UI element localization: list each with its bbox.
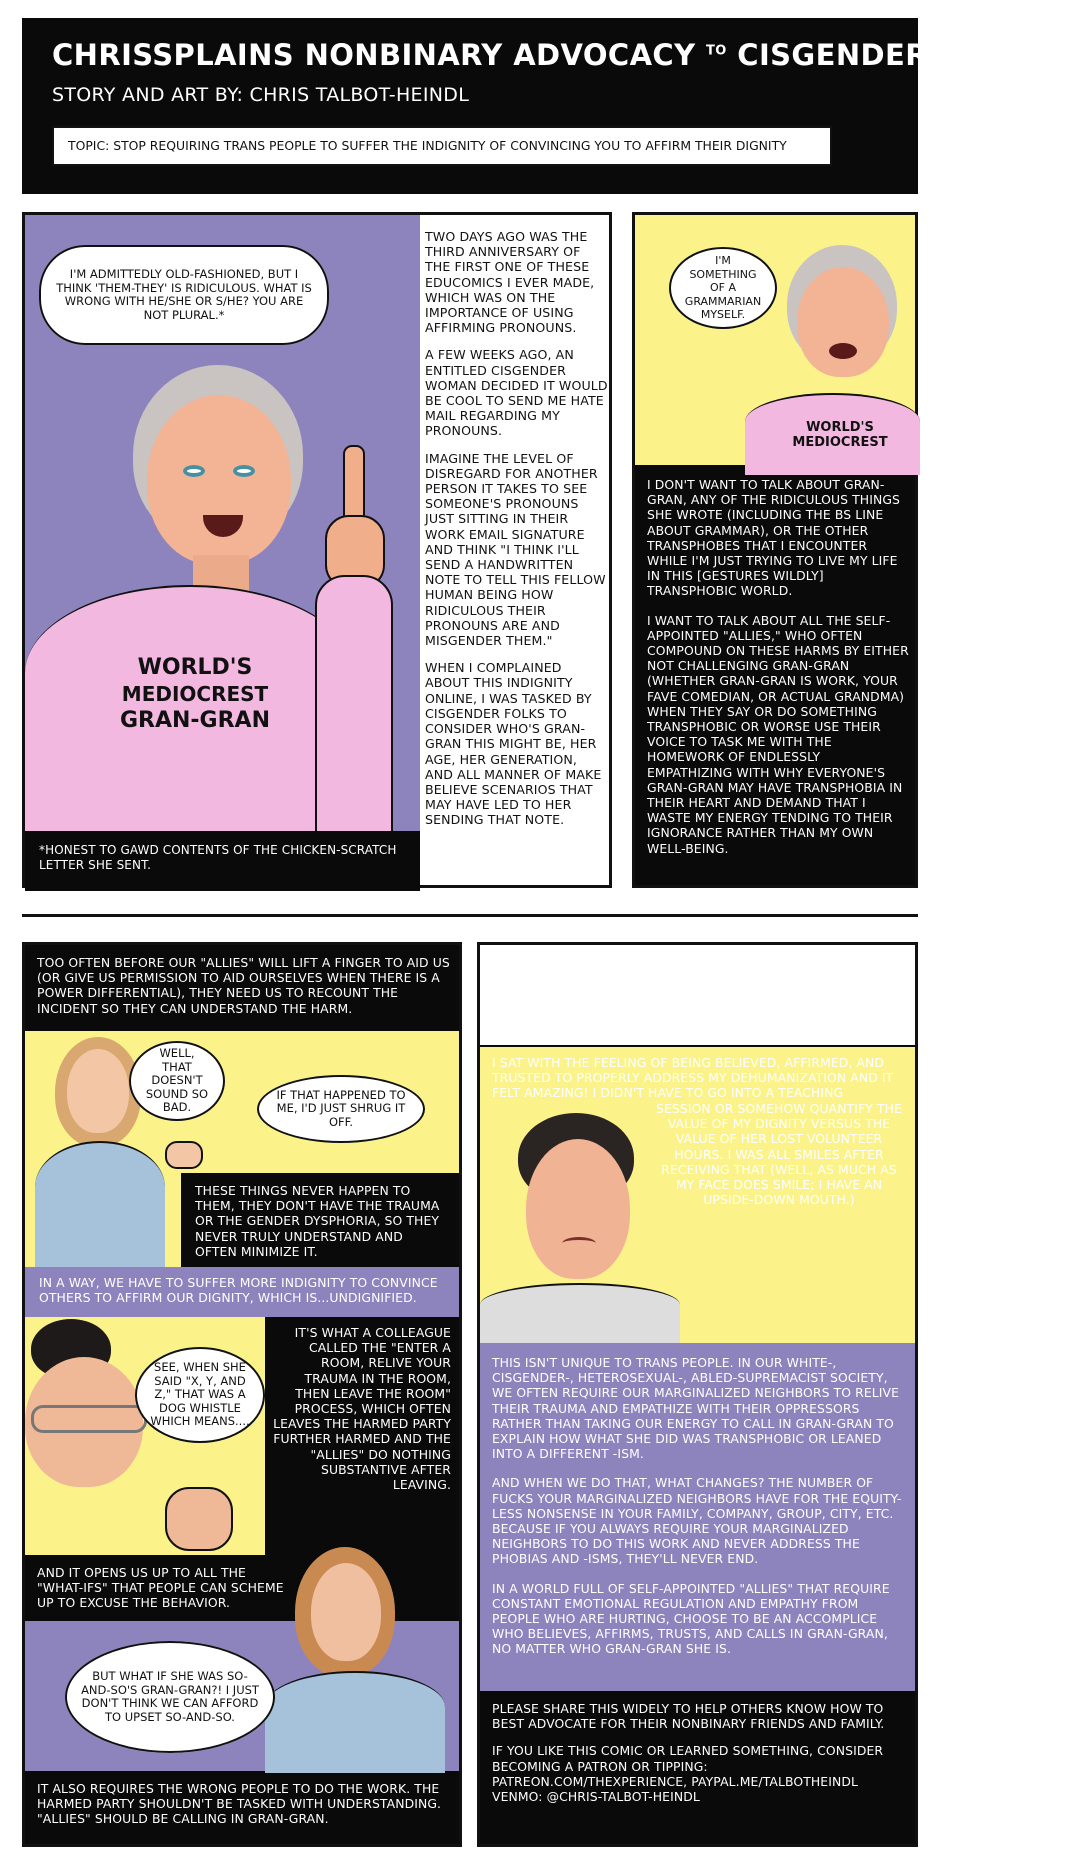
scene-reliving-trauma <box>25 1317 265 1555</box>
topic-box <box>52 126 832 166</box>
gran2-face <box>797 267 889 377</box>
panel-accomplices <box>477 942 918 1847</box>
chris-mouth <box>562 1237 596 1250</box>
person2-hand <box>165 1487 233 1551</box>
footnote-text: *HONEST TO GAWD CONTENTS OF THE CHICKEN-SCRATCH LETTER SHE SENT. <box>39 843 397 873</box>
panel4-message: THIS ISN'T UNIQUE TO TRANS PEOPLE. IN OUR WHITE-, CISGENDER-, HETEROSEXUAL-, ABLED-SUPREMACIST SOCIETY, WE OFTEN REQUIRE OUR MARGINALIZED NEIGHBORS TO RELIVE THEIR TRAUMA AND EMPATHIZE WITH THEIR OPPRESSORS RATHER THAN TAKING OUR ENERGY TO CALL IN GRAN-GRAN TO EXPLAIN HOW WHAT SHE DID WAS TRANSPHOBIC OR LEANED INTO A DIFFERENT -ISM. AND WHEN WE DO THAT, WHAT CHANGES? THE NUMBER OF FUCKS YOUR MARGINALIZED NEIGHBORS HAVE FOR THE EQUITY-LESS NONSENSE IN YOUR FAMILY, COMPANY, GROUP, CITY, ETC. BECAUSE IF YOU ALWAYS REQUIRE YOUR MARGINALIZED NEIGHBORS TO DO THIS WORK AND NEVER ADDRESS THE PHOBIAS AND -ISMS, THEY'LL NEVER END. IN A WORLD FULL OF SELF-APPOINTED "ALLIES" THAT REQUIRE CONSTANT EMOTIONAL REGULATION AND EMPATHY FROM PEOPLE WHO ARE HURTING, CHOOSE TO BE AN ACCOMPLICE WHO BELIEVES, AFFIRMS, TRUSTS, AND CALLS IN GRAN-GRAN, NO MATTER WHO GRAN-GRAN SHE IS. <box>480 1343 915 1691</box>
woman1-hand <box>165 1141 203 1169</box>
gran-eye-left <box>183 465 205 477</box>
speech-bubble-dog-whistle: SEE, WHEN SHE SAID "X, Y, AND Z," THAT WAS A DOG WHISTLE WHICH MEANS.... <box>135 1347 265 1443</box>
caption-enter-a-room: IT'S WHAT A COLLEAGUE CALLED THE "ENTER A ROOM, RELIVE YOUR TRAUMA IN THE ROOM, THEN LEAVE THE ROOM" PROCESS, WHICH OFTEN LEAVES THE HARMED PARTY FURTHER HARMED AND THE "ALLIES" DO NOTHING SUBSTANTIVE AFTER LEAVING. <box>273 1325 451 1493</box>
panel3-outro: IT ALSO REQUIRES THE WRONG PEOPLE TO DO THE WORK. THE HARMED PARTY SHOULDN'T BE TASKED WITH UNDERSTANDING. "ALLIES" SHOULD BE CALLING IN GRAN-GRAN. <box>37 1781 442 1827</box>
patreon-paypal-link[interactable]: PATREON.COM/THEXPERIENCE, PAYPAL.ME/TALBOTHEINDL <box>492 1773 859 1789</box>
gran2-shirt-text: WORLD'S MEDIOCREST <box>792 420 888 450</box>
affirmed-text-rest: SESSION OR SOMEHOW QUANTIFY THE VALUE OF MY DIGNITY VERSUS THE VALUE OF HER LOST VOLUNTEER HOURS. I WAS ALL SMILES AFTER RECEIVING THAT (WELL, AS MUCH AS MY FACE DOES SMILE; I HAVE AN UPSIDE-DOWN MOUTH.) <box>656 1101 902 1208</box>
panel2-para1: I DON'T WANT TO TALK ABOUT GRAN-GRAN, ANY OF THE RIDICULOUS THINGS SHE WROTE (INCLUDING THE BS LINE ABOUT GRAMMAR), OR THE OTHER TRANSPHOBES THAT I ENCOUNTER WHILE I'M JUST TRYING TO LIVE MY LIFE IN THIS [GESTURES WILDLY] TRANSPHOBIC WORLD. <box>647 477 900 599</box>
caption-never-happen: THESE THINGS NEVER HAPPEN TO THEM, THEY DON'T HAVE THE TRAUMA OR THE GENDER DYSPHORIA, SO THEY NEVER TRULY UNDERSTAND AND OFTEN MINIMIZE IT. <box>181 1173 459 1267</box>
panel1-text <box>425 229 609 828</box>
section-divider <box>22 914 918 917</box>
scene-affirmed <box>480 1047 915 1343</box>
chris-face <box>526 1139 630 1279</box>
title-banner <box>22 18 1066 194</box>
caption-what-ifs: AND IT OPENS US UP TO ALL THE "WHAT-IFS" THAT PEOPLE CAN SCHEME UP TO EXCUSE THE BEHAVIOR. <box>37 1565 284 1611</box>
woman1-shirt <box>35 1141 165 1273</box>
gran-face <box>147 395 291 565</box>
speech-bubble-gran: I'M ADMITTEDLY OLD-FASHIONED, BUT I THINK 'THEM-THEY' IS RIDICULOUS. WHAT IS WRONG WITH HE/SHE OR S/HE? YOU ARE NOT PLURAL.* <box>39 245 329 345</box>
speech-bubble-grammarian: I'M SOMETHING OF A GRAMMARIAN MYSELF. <box>669 247 777 329</box>
panel1-para1: TWO DAYS AGO WAS THE THIRD ANNIVERSARY OF THE FIRST ONE OF THESE EDUCOMICS I EVER MADE, WHICH WAS ON THE IMPORTANCE OF USING AFFIRMING PRONOUNS. <box>425 229 595 336</box>
gran-arm <box>315 575 393 839</box>
gran-eye-right <box>233 465 255 477</box>
person2-glasses <box>31 1405 147 1433</box>
panel2-art <box>635 215 915 465</box>
panel2-para2: I WANT TO TALK ABOUT ALL THE SELF-APPOINTED "ALLIES," WHO OFTEN COMPOUND ON THESE HARMS BY EITHER NOT CHALLENGING GRAN-GRAN (WHETHER GRAN-GRAN IS WORK, YOUR FAVE COMEDIAN, OR ACTUAL GRANDMA) WHEN THEY SAY OR DO SOMETHING TRANSPHOBIC OR WORSE USE THEIR VOICE TO TASK ME WITH THE HOMEWORK OF ENDLESSLY EMPATHIZING WITH WHY EVERYONE'S GRAN-GRAN MAY HAVE TRANSPHOBIA IN THEIR HEART AND DEMAND THAT I WASTE MY ENERGY TENDING TO THEIR IGNORANCE RATHER THAN MY OWN WELL-BEING. <box>647 612 909 856</box>
speech-bubble-so-and-so: BUT WHAT IF SHE WAS SO-AND-SO'S GRAN-GRAN?! I JUST DON'T THINK WE CAN AFFORD TO UPSET SO-AND-SO. <box>65 1641 275 1753</box>
panel4-outro: PLEASE SHARE THIS WIDELY TO HELP OTHERS KNOW HOW TO BEST ADVOCATE FOR THEIR NONBINARY FRIENDS AND FAMILY. IF YOU LIKE THIS COMIC OR LEARNED SOMETHING, CONSIDER BECOMING A PATRON OR TIPPING: PATREON.COM/THEXPERIENCE, PAYPAL.ME/TALBOTHEINDL VENMO: @CHRIS-TALBOT-HEINDL <box>492 1701 908 1804</box>
woman3-face <box>311 1563 381 1661</box>
chris-shirt <box>480 1283 680 1345</box>
panel1-art <box>25 215 420 831</box>
page-title: CHRISSPLAINS NONBINARY ADVOCACY $^{TO}$ CISGENDER PEOPLE <box>52 38 1066 72</box>
scene-what-if <box>25 1621 459 1771</box>
panel1-para3: IMAGINE THE LEVEL OF DISREGARD FOR ANOTHER PERSON IT TAKES TO SEE SOMEONE'S PRONOUNS JUST SITTING IN THEIR WORK EMAIL SIGNATURE AND THINK "I THINK I'LL SEND A HANDWRITTEN NOTE TO TELL THIS FELLOW HUMAN BEING HOW RIDICULOUS THEIR PRONOUNS ARE AND MISGENDER THEM." <box>425 450 606 649</box>
panel-gran-gran-letter <box>22 212 612 888</box>
panel2-text <box>647 477 909 856</box>
speech-bubble-shrug-it-off: IF THAT HAPPENED TO ME, I'D JUST SHRUG IT OFF. <box>257 1075 425 1143</box>
caption-undignified: IN A WAY, WE HAVE TO SUFFER MORE INDIGNITY TO CONVINCE OTHERS TO AFFIRM OUR DIGNITY, WHICH IS...UNDIGNIFIED. <box>25 1267 459 1317</box>
affirmed-text-top: I SAT WITH THE FEELING OF BEING BELIEVED, AFFIRMED, AND TRUSTED TO PROPERLY ADDRESS MY DEHUMANIZATION AND IT FELT AMAZING! I DIDN'T HAVE TO GO INTO A TEACHING <box>492 1055 894 1101</box>
woman1-face <box>67 1049 129 1133</box>
woman3-shirt <box>265 1671 445 1773</box>
panel1-para2: A FEW WEEKS AGO, AN ENTITLED CISGENDER WOMAN DECIDED IT WOULD BE COOL TO SEND ME HATE MAIL REGARDING MY PRONOUNS. <box>425 347 608 439</box>
gran2-mouth <box>829 343 857 359</box>
topic-text: TOPIC: STOP REQUIRING TRANS PEOPLE TO SUFFER THE INDIGNITY OF CONVINCING YOU TO AFFIRM THEIR DIGNITY <box>68 138 787 153</box>
panel3-intro: TOO OFTEN BEFORE OUR "ALLIES" WILL LIFT A FINGER TO AID US (OR GIVE US PERMISSION TO AID OURSELVES WHEN THERE IS A POWER DIFFERENTIAL), THEY NEED US TO RECOUNT THE INCIDENT SO THEY CAN UNDERSTAND THE HARM. <box>37 955 450 1016</box>
panel1-para4: WHEN I COMPLAINED ABOUT THIS INDIGNITY ONLINE, I WAS TASKED BY CISGENDER FOLKS TO CONSIDER WHO'S GRAN-GRAN THIS MIGHT BE, HER AGE, HER GENERATION, AND ALL MANNER OF MAKE BELIEVE SCENARIOS THAT MAY HAVE LED TO HER SENDING THAT NOTE. <box>425 660 602 828</box>
shirt-text: WORLD'S MEDIOCREST GRAN-GRAN <box>119 655 270 733</box>
panel-grammarian <box>632 212 918 888</box>
panel4-intro: A FEW MONTHS AGO, I WAS EXPECTING THIS WHOLE RIGMAROLE AFTER HANGING UP ON ANOTHER TRANSPHOBE AT WORK. BUT INSTEAD, I EXPERIENCED SUPPORT FROM BOTH OF MY MOST VOCAL ACCOMPLICES WHO SUPPORTED BOTH MY DECISION TO HANG UP ON HER AND HOW I REPRESENTED US. <box>480 945 915 1045</box>
byline: STORY AND ART BY: CHRIS TALBOT-HEINDL <box>52 84 470 106</box>
venmo-handle[interactable]: VENMO: @CHRIS-TALBOT-HEINDL <box>492 1789 700 1805</box>
panel-allies-demands <box>22 942 462 1847</box>
scene-minimizing <box>25 1031 459 1267</box>
footnote-box <box>25 831 420 891</box>
speech-bubble-not-so-bad: WELL, THAT DOESN'T SOUND SO BAD. <box>129 1041 225 1121</box>
